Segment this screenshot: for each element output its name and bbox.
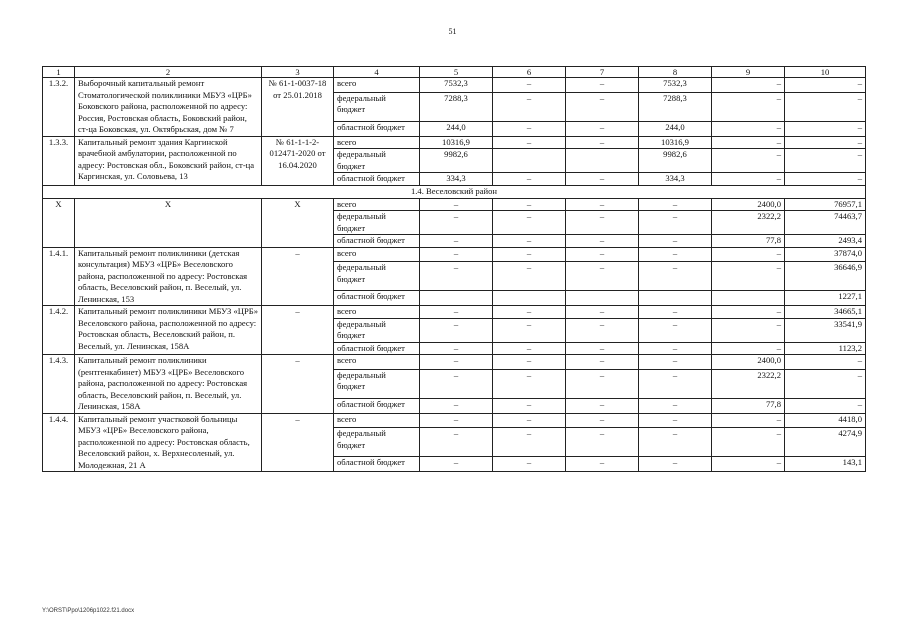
value-cell: – [566,247,639,262]
value-cell: – [566,398,639,413]
value-cell: – [493,306,566,319]
value-cell: 74463,7 [785,211,866,235]
value-cell: – [639,398,712,413]
value-cell: 77,8 [712,235,785,248]
value-cell [493,291,566,306]
value-cell: – [785,78,866,93]
page-number: 51 [448,27,457,36]
funding-source: областной бюджет [334,121,420,136]
entry-number: Х [43,198,75,247]
entry-number: 1.4.4. [43,413,75,472]
value-cell: – [712,413,785,428]
funding-source: всего [334,413,420,428]
value-cell: – [785,398,866,413]
value-cell: – [566,211,639,235]
funding-source: федеральный бюджет [334,92,420,121]
value-cell: – [639,355,712,370]
value-cell: – [639,247,712,262]
column-number: 2 [75,67,262,78]
value-cell: – [566,78,639,93]
value-cell: – [712,121,785,136]
value-cell: – [566,121,639,136]
table-row [43,198,866,211]
object-name: Капитальный ремонт здания Каргинской врачебной амбулатории, расположенной по адресу: Ростовская обл., Боковский район, ст-ца Каргинская, ул. Соловьева, 13 [75,136,262,185]
funding-source: федеральный бюджет [334,428,420,457]
value-cell [566,291,639,306]
value-cell: 7532,3 [639,78,712,93]
value-cell: 77,8 [712,398,785,413]
funding-source: областной бюджет [334,291,420,306]
value-cell: – [566,235,639,248]
funding-source: всего [334,306,420,319]
value-cell: 244,0 [420,121,493,136]
value-cell: 10316,9 [420,136,493,149]
value-cell: – [420,398,493,413]
value-cell: 9982,6 [420,149,493,173]
value-cell: – [493,173,566,186]
value-cell: – [785,136,866,149]
funding-source: всего [334,247,420,262]
value-cell: – [493,262,566,291]
value-cell: – [712,149,785,173]
value-cell: – [420,355,493,370]
entry-number: 1.4.3. [43,355,75,414]
column-number-row [43,67,866,78]
value-cell: – [712,173,785,186]
object-name: Капитальный ремонт поликлиники (детская консультация) МБУЗ «ЦРБ» Веселовского района, расположенной по адресу: Ростовская область, Веселовский район, п. Веселый, ул. Ленинская, 153 [75,247,262,306]
value-cell: – [493,369,566,398]
table-row [43,355,866,370]
value-cell: 10316,9 [639,136,712,149]
funding-table [42,66,866,472]
column-number: 1 [43,67,75,78]
funding-source: всего [334,78,420,93]
value-cell: 36646,9 [785,262,866,291]
value-cell: 7288,3 [420,92,493,121]
column-number: 7 [566,67,639,78]
funding-source: областной бюджет [334,342,420,355]
value-cell: – [639,369,712,398]
value-cell: 37874,0 [785,247,866,262]
value-cell: – [712,262,785,291]
value-cell: – [566,342,639,355]
value-cell: – [639,235,712,248]
value-cell: – [639,198,712,211]
expertise-doc: № 61-1-0037-18 от 25.01.2018 [262,78,334,137]
table-row [43,78,866,93]
value-cell: – [566,92,639,121]
value-cell: – [566,318,639,342]
funding-source: областной бюджет [334,398,420,413]
value-cell: – [712,306,785,319]
value-cell [566,149,639,173]
value-cell: – [712,247,785,262]
value-cell: 7532,3 [420,78,493,93]
value-cell: – [785,121,866,136]
value-cell: – [493,121,566,136]
value-cell: – [420,413,493,428]
value-cell: – [639,413,712,428]
funding-source: федеральный бюджет [334,211,420,235]
value-cell: – [566,413,639,428]
funding-source: федеральный бюджет [334,149,420,173]
value-cell: – [712,318,785,342]
value-cell: 2493,4 [785,235,866,248]
value-cell: – [420,198,493,211]
table-body [43,67,866,472]
expertise-doc: Х [262,198,334,247]
value-cell: – [639,211,712,235]
value-cell: – [712,428,785,457]
value-cell: 2400,0 [712,198,785,211]
expertise-doc: – [262,355,334,414]
value-cell: – [493,78,566,93]
value-cell [639,291,712,306]
funding-source: всего [334,198,420,211]
value-cell: 4274,9 [785,428,866,457]
value-cell: – [420,235,493,248]
value-cell: – [493,318,566,342]
value-cell: – [785,369,866,398]
footer-file-path: Y:\ORST\Ppo\1206p1022.f21.docx [42,608,135,614]
value-cell: – [785,173,866,186]
section-heading-row [43,185,866,198]
value-cell: – [493,136,566,149]
value-cell: – [566,369,639,398]
value-cell: 1123,2 [785,342,866,355]
value-cell: – [712,92,785,121]
value-cell: 9982,6 [639,149,712,173]
value-cell: 76957,1 [785,198,866,211]
expertise-doc: № 61-1-1-2-012471-2020 от 16.04.2020 [262,136,334,185]
entry-number: 1.4.2. [43,306,75,355]
section-heading: 1.4. Веселовский район [43,185,866,198]
value-cell: – [420,211,493,235]
value-cell: – [420,428,493,457]
value-cell: – [785,92,866,121]
value-cell: 143,1 [785,457,866,472]
value-cell: – [566,262,639,291]
value-cell: – [493,198,566,211]
funding-source: областной бюджет [334,235,420,248]
value-cell: – [785,149,866,173]
value-cell: 2400,0 [712,355,785,370]
value-cell: – [639,428,712,457]
value-cell: – [566,198,639,211]
entry-number: 1.4.1. [43,247,75,306]
table-row [43,306,866,319]
column-number: 3 [262,67,334,78]
object-name: Капитальный ремонт поликлиники (рентгенкабинет) МБУЗ «ЦРБ» Веселовского района, расположенной по адресу: Ростовская область, Веселовский район, п. Веселый, ул. Ленинская, 158А [75,355,262,414]
funding-source: областной бюджет [334,173,420,186]
value-cell [493,149,566,173]
expertise-doc: – [262,247,334,306]
value-cell: – [493,211,566,235]
value-cell: – [493,92,566,121]
expertise-doc: – [262,306,334,355]
value-cell [712,291,785,306]
value-cell: – [712,342,785,355]
value-cell: – [493,457,566,472]
value-cell: 34665,1 [785,306,866,319]
value-cell: – [420,457,493,472]
funding-source: областной бюджет [334,457,420,472]
value-cell: 334,3 [420,173,493,186]
value-cell: – [420,369,493,398]
value-cell: – [712,78,785,93]
value-cell: – [420,306,493,319]
value-cell: – [566,428,639,457]
value-cell: 2322,2 [712,211,785,235]
table-row [43,247,866,262]
value-cell: – [420,262,493,291]
column-number: 5 [420,67,493,78]
funding-source: федеральный бюджет [334,318,420,342]
column-number: 6 [493,67,566,78]
value-cell: – [566,457,639,472]
value-cell: – [420,342,493,355]
value-cell: – [712,457,785,472]
table-row [43,413,866,428]
funding-source: федеральный бюджет [334,262,420,291]
value-cell: – [493,342,566,355]
value-cell: – [420,247,493,262]
value-cell: – [420,318,493,342]
object-name: Выборочный капитальный ремонт Стоматологической поликлиники МБУЗ «ЦРБ» Боковского района, расположенной по адресу: Россия, Ростовская область, Боковский район, ст-ца Боковская, ул. Октябрьская, дом № 7 [75,78,262,137]
expertise-doc: – [262,413,334,472]
value-cell [420,291,493,306]
value-cell: – [493,428,566,457]
object-name: Капитальный ремонт участковой больницы МБУЗ «ЦРБ» Веселовского района, расположенной по адресу: Ростовская область, Веселовский район, х. Верхнесоленый, ул. Молодежная, 21 А [75,413,262,472]
table-row [43,136,866,149]
value-cell: – [566,355,639,370]
column-number: 10 [785,67,866,78]
value-cell: – [493,398,566,413]
value-cell: – [566,136,639,149]
column-number: 8 [639,67,712,78]
value-cell: – [493,413,566,428]
object-name: Капитальный ремонт поликлиники МБУЗ «ЦРБ» Веселовского района, расположенной по адресу: Ростовская область, Веселовский район, п. Веселый, ул. Ленинская, 158А [75,306,262,355]
value-cell: – [639,342,712,355]
value-cell: 334,3 [639,173,712,186]
object-name: Х [75,198,262,247]
value-cell: – [639,262,712,291]
entry-number: 1.3.2. [43,78,75,137]
value-cell: – [639,457,712,472]
value-cell: 7288,3 [639,92,712,121]
value-cell: – [639,306,712,319]
value-cell: – [566,173,639,186]
column-number: 9 [712,67,785,78]
value-cell: – [493,235,566,248]
funding-source: всего [334,355,420,370]
value-cell: 33541,9 [785,318,866,342]
value-cell: – [566,306,639,319]
value-cell: 244,0 [639,121,712,136]
column-number: 4 [334,67,420,78]
funding-source: всего [334,136,420,149]
value-cell: 4418,0 [785,413,866,428]
value-cell: – [639,318,712,342]
value-cell: – [712,136,785,149]
value-cell: 2322,2 [712,369,785,398]
funding-source: федеральный бюджет [334,369,420,398]
value-cell: – [493,247,566,262]
entry-number: 1.3.3. [43,136,75,185]
value-cell: – [785,355,866,370]
value-cell: 1227,1 [785,291,866,306]
value-cell: – [493,355,566,370]
